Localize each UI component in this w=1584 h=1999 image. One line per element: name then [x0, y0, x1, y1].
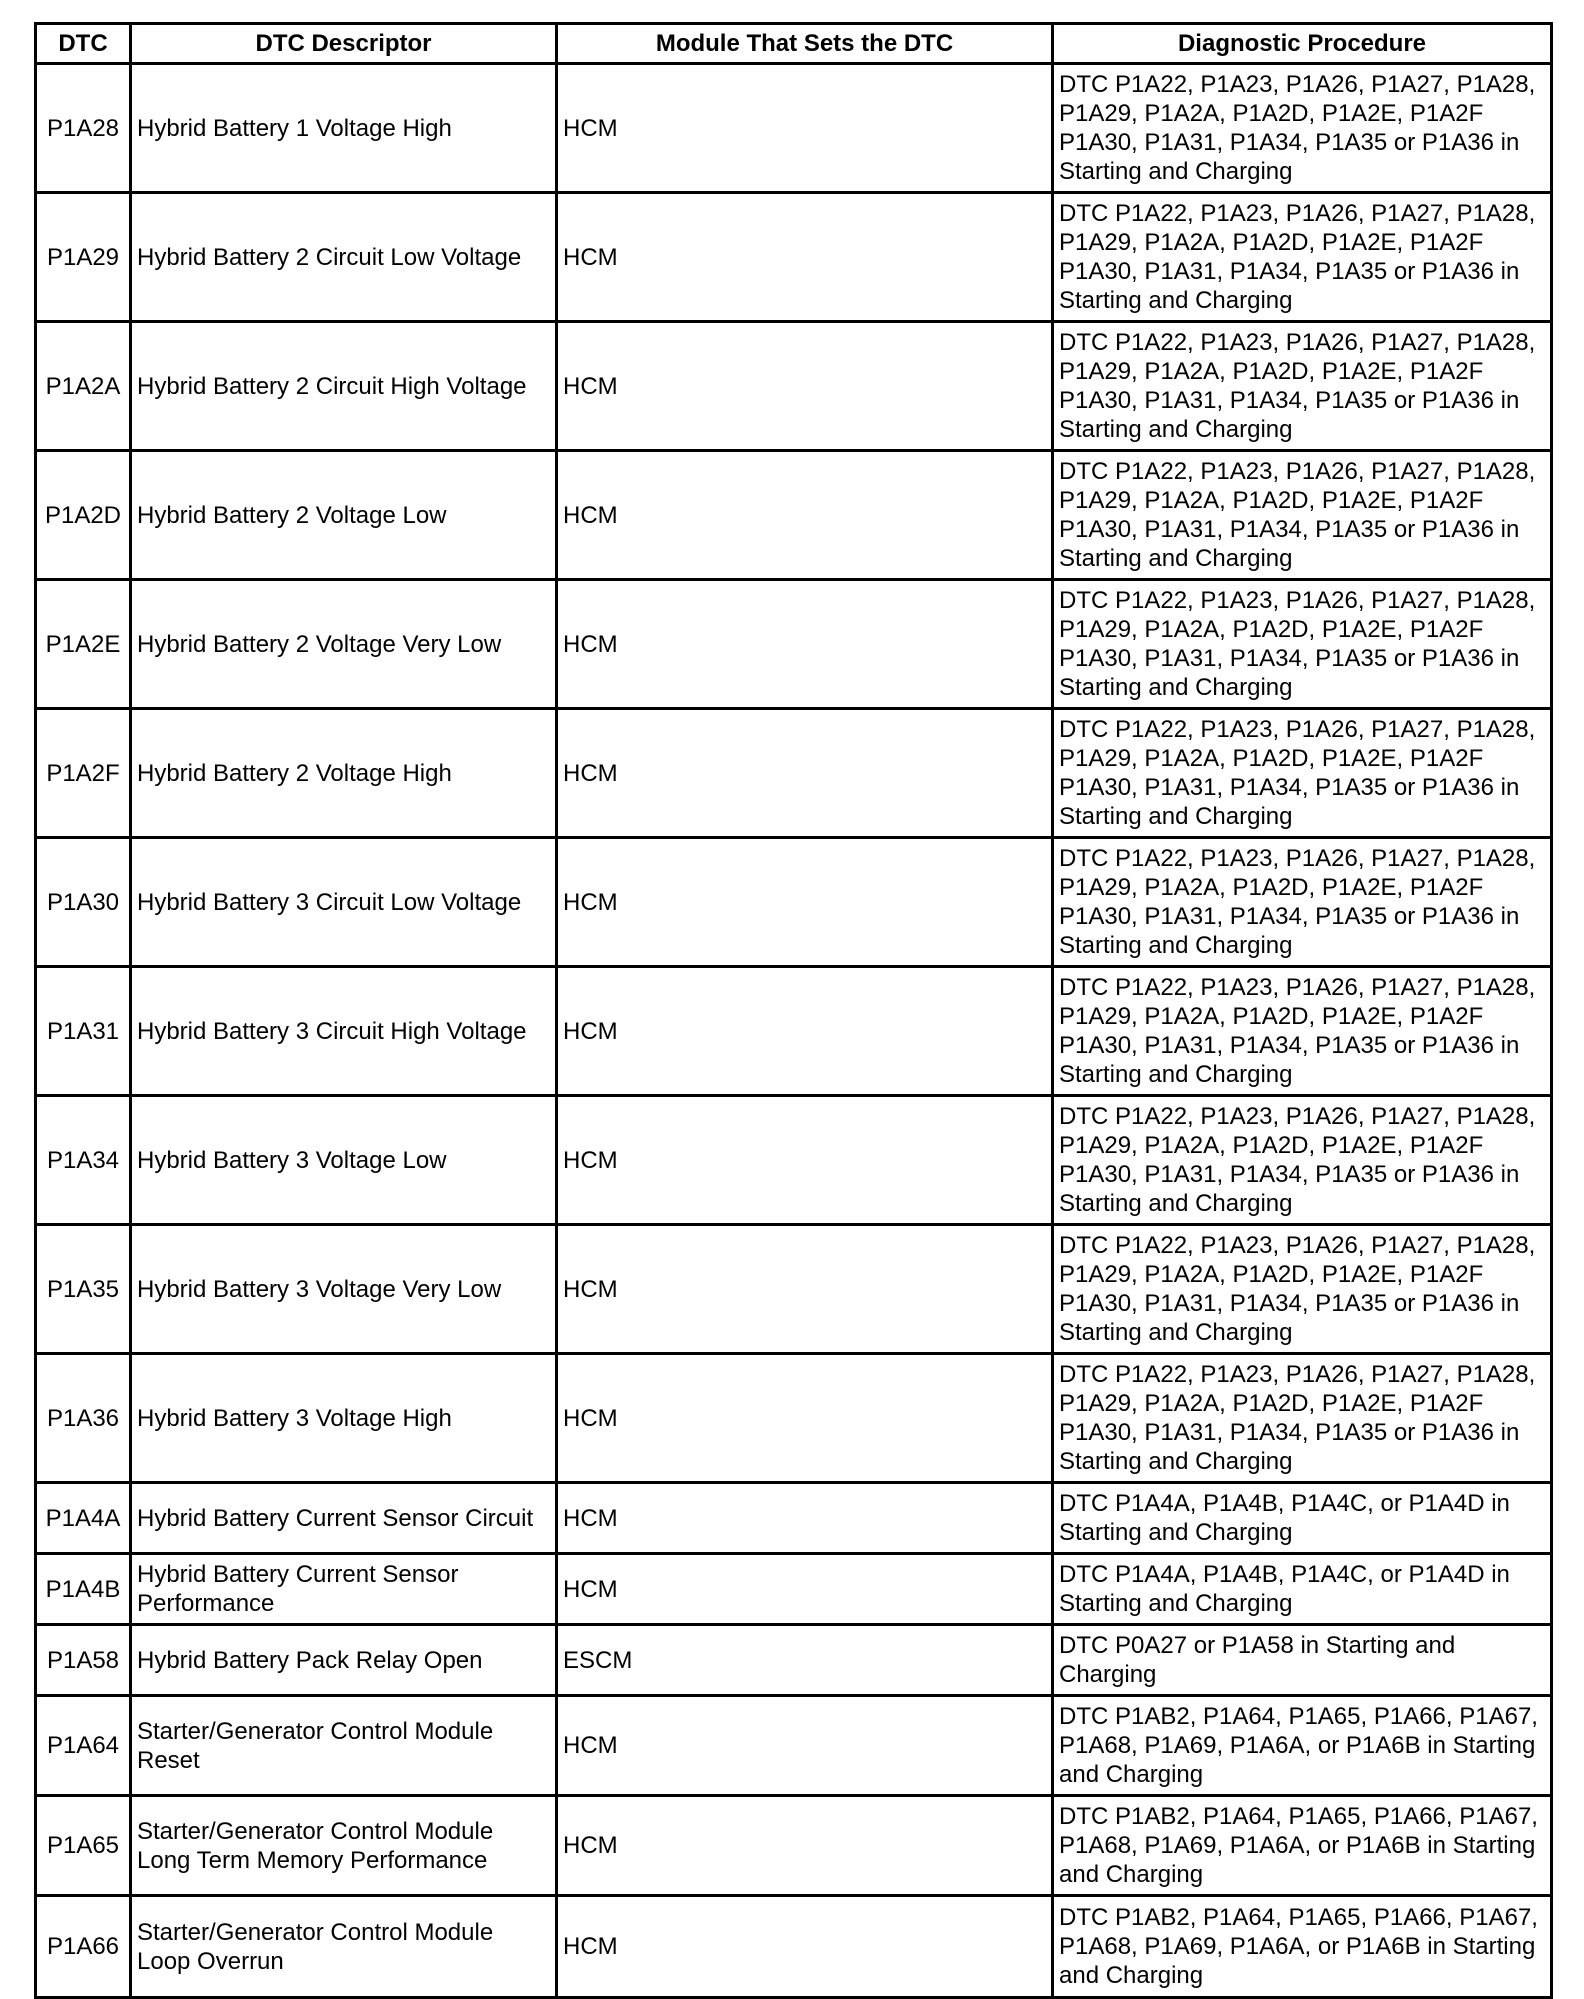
- dtc-code: P1A2F: [36, 709, 131, 838]
- dtc-descriptor: Hybrid Battery 2 Circuit High Voltage: [131, 322, 557, 451]
- dtc-code: P1A34: [36, 1096, 131, 1225]
- dtc-procedure: DTC P1A22, P1A23, P1A26, P1A27, P1A28, P1A29, P1A2A, P1A2D, P1A2E, P1A2F P1A30, P1A31, P1A34, P1A35 or P1A36 in Starting and Charging: [1053, 1354, 1552, 1483]
- dtc-code: P1A28: [36, 64, 131, 193]
- dtc-procedure: DTC P1A22, P1A23, P1A26, P1A27, P1A28, P1A29, P1A2A, P1A2D, P1A2E, P1A2F P1A30, P1A31, P1A34, P1A35 or P1A36 in Starting and Charging: [1053, 580, 1552, 709]
- dtc-descriptor: Hybrid Battery 1 Voltage High: [131, 64, 557, 193]
- table-row: [36, 1554, 1552, 1625]
- table-row: [36, 580, 1552, 709]
- dtc-module: HCM: [557, 709, 1053, 838]
- dtc-module: HCM: [557, 967, 1053, 1096]
- dtc-module: HCM: [557, 1796, 1053, 1896]
- dtc-descriptor: Hybrid Battery 2 Voltage Very Low: [131, 580, 557, 709]
- table-row: [36, 1225, 1552, 1354]
- table-row: [36, 64, 1552, 193]
- dtc-descriptor: Hybrid Battery 2 Voltage Low: [131, 451, 557, 580]
- dtc-code: P1A35: [36, 1225, 131, 1354]
- dtc-module: HCM: [557, 1225, 1053, 1354]
- dtc-descriptor: Starter/Generator Control Module Long Term Memory Performance: [131, 1796, 557, 1896]
- dtc-module: HCM: [557, 64, 1053, 193]
- header-procedure: Diagnostic Procedure: [1053, 24, 1552, 64]
- dtc-module: HCM: [557, 322, 1053, 451]
- table-row: [36, 451, 1552, 580]
- table-row: [36, 1696, 1552, 1796]
- dtc-descriptor: Hybrid Battery 3 Circuit High Voltage: [131, 967, 557, 1096]
- table-row: [36, 193, 1552, 322]
- dtc-procedure: DTC P1A22, P1A23, P1A26, P1A27, P1A28, P1A29, P1A2A, P1A2D, P1A2E, P1A2F P1A30, P1A31, P1A34, P1A35 or P1A36 in Starting and Charging: [1053, 64, 1552, 193]
- dtc-procedure: DTC P1A22, P1A23, P1A26, P1A27, P1A28, P1A29, P1A2A, P1A2D, P1A2E, P1A2F P1A30, P1A31, P1A34, P1A35 or P1A36 in Starting and Charging: [1053, 322, 1552, 451]
- dtc-procedure: DTC P1A4A, P1A4B, P1A4C, or P1A4D in Starting and Charging: [1053, 1554, 1552, 1625]
- dtc-table: [34, 22, 1553, 1999]
- dtc-descriptor: Hybrid Battery 2 Voltage High: [131, 709, 557, 838]
- dtc-code: P1A36: [36, 1354, 131, 1483]
- table-row: [36, 967, 1552, 1096]
- dtc-code: P1A2D: [36, 451, 131, 580]
- dtc-procedure: DTC P1A22, P1A23, P1A26, P1A27, P1A28, P1A29, P1A2A, P1A2D, P1A2E, P1A2F P1A30, P1A31, P1A34, P1A35 or P1A36 in Starting and Charging: [1053, 193, 1552, 322]
- table-row: [36, 1796, 1552, 1896]
- table-row: [36, 322, 1552, 451]
- dtc-code: P1A58: [36, 1625, 131, 1696]
- dtc-descriptor: Starter/Generator Control Module Loop Overrun: [131, 1896, 557, 1998]
- dtc-module: HCM: [557, 1483, 1053, 1554]
- dtc-descriptor: Hybrid Battery 2 Circuit Low Voltage: [131, 193, 557, 322]
- dtc-descriptor: Hybrid Battery Current Sensor Performance: [131, 1554, 557, 1625]
- dtc-module: HCM: [557, 1896, 1053, 1998]
- header-dtc: DTC: [36, 24, 131, 64]
- dtc-module: HCM: [557, 193, 1053, 322]
- dtc-descriptor: Hybrid Battery 3 Circuit Low Voltage: [131, 838, 557, 967]
- dtc-procedure: DTC P1A22, P1A23, P1A26, P1A27, P1A28, P1A29, P1A2A, P1A2D, P1A2E, P1A2F P1A30, P1A31, P1A34, P1A35 or P1A36 in Starting and Charging: [1053, 451, 1552, 580]
- table-row: [36, 1625, 1552, 1696]
- table-row: [36, 1096, 1552, 1225]
- table-body: [36, 64, 1552, 1998]
- dtc-code: P1A64: [36, 1696, 131, 1796]
- header-row: [36, 24, 1552, 64]
- dtc-code: P1A29: [36, 193, 131, 322]
- dtc-module: HCM: [557, 1354, 1053, 1483]
- dtc-descriptor: Hybrid Battery 3 Voltage Very Low: [131, 1225, 557, 1354]
- table-header: [36, 24, 1552, 64]
- dtc-module: HCM: [557, 451, 1053, 580]
- dtc-descriptor: Hybrid Battery 3 Voltage High: [131, 1354, 557, 1483]
- dtc-code: P1A4B: [36, 1554, 131, 1625]
- dtc-code: P1A31: [36, 967, 131, 1096]
- dtc-code: P1A65: [36, 1796, 131, 1896]
- dtc-code: P1A4A: [36, 1483, 131, 1554]
- dtc-code: P1A2A: [36, 322, 131, 451]
- dtc-procedure: DTC P1A22, P1A23, P1A26, P1A27, P1A28, P1A29, P1A2A, P1A2D, P1A2E, P1A2F P1A30, P1A31, P1A34, P1A35 or P1A36 in Starting and Charging: [1053, 709, 1552, 838]
- dtc-procedure: DTC P1AB2, P1A64, P1A65, P1A66, P1A67, P1A68, P1A69, P1A6A, or P1A6B in Starting and Charging: [1053, 1796, 1552, 1896]
- table-row: [36, 1896, 1552, 1998]
- dtc-procedure: DTC P1AB2, P1A64, P1A65, P1A66, P1A67, P1A68, P1A69, P1A6A, or P1A6B in Starting and Charging: [1053, 1896, 1552, 1998]
- dtc-module: HCM: [557, 1696, 1053, 1796]
- dtc-code: P1A30: [36, 838, 131, 967]
- dtc-module: HCM: [557, 1096, 1053, 1225]
- dtc-descriptor: Hybrid Battery Current Sensor Circuit: [131, 1483, 557, 1554]
- dtc-procedure: DTC P0A27 or P1A58 in Starting and Charging: [1053, 1625, 1552, 1696]
- dtc-procedure: DTC P1A22, P1A23, P1A26, P1A27, P1A28, P1A29, P1A2A, P1A2D, P1A2E, P1A2F P1A30, P1A31, P1A34, P1A35 or P1A36 in Starting and Charging: [1053, 1225, 1552, 1354]
- table-row: [36, 1483, 1552, 1554]
- dtc-module: HCM: [557, 580, 1053, 709]
- dtc-module: ESCM: [557, 1625, 1053, 1696]
- header-module: Module That Sets the DTC: [557, 24, 1053, 64]
- dtc-code: P1A66: [36, 1896, 131, 1998]
- dtc-code: P1A2E: [36, 580, 131, 709]
- dtc-descriptor: Hybrid Battery Pack Relay Open: [131, 1625, 557, 1696]
- dtc-procedure: DTC P1A22, P1A23, P1A26, P1A27, P1A28, P1A29, P1A2A, P1A2D, P1A2E, P1A2F P1A30, P1A31, P1A34, P1A35 or P1A36 in Starting and Charging: [1053, 967, 1552, 1096]
- dtc-descriptor: Hybrid Battery 3 Voltage Low: [131, 1096, 557, 1225]
- table-row: [36, 1354, 1552, 1483]
- header-descriptor: DTC Descriptor: [131, 24, 557, 64]
- dtc-procedure: DTC P1AB2, P1A64, P1A65, P1A66, P1A67, P1A68, P1A69, P1A6A, or P1A6B in Starting and Charging: [1053, 1696, 1552, 1796]
- dtc-descriptor: Starter/Generator Control Module Reset: [131, 1696, 557, 1796]
- table-row: [36, 709, 1552, 838]
- table-row: [36, 838, 1552, 967]
- dtc-procedure: DTC P1A22, P1A23, P1A26, P1A27, P1A28, P1A29, P1A2A, P1A2D, P1A2E, P1A2F P1A30, P1A31, P1A34, P1A35 or P1A36 in Starting and Charging: [1053, 1096, 1552, 1225]
- dtc-module: HCM: [557, 838, 1053, 967]
- dtc-procedure: DTC P1A22, P1A23, P1A26, P1A27, P1A28, P1A29, P1A2A, P1A2D, P1A2E, P1A2F P1A30, P1A31, P1A34, P1A35 or P1A36 in Starting and Charging: [1053, 838, 1552, 967]
- dtc-procedure: DTC P1A4A, P1A4B, P1A4C, or P1A4D in Starting and Charging: [1053, 1483, 1552, 1554]
- dtc-module: HCM: [557, 1554, 1053, 1625]
